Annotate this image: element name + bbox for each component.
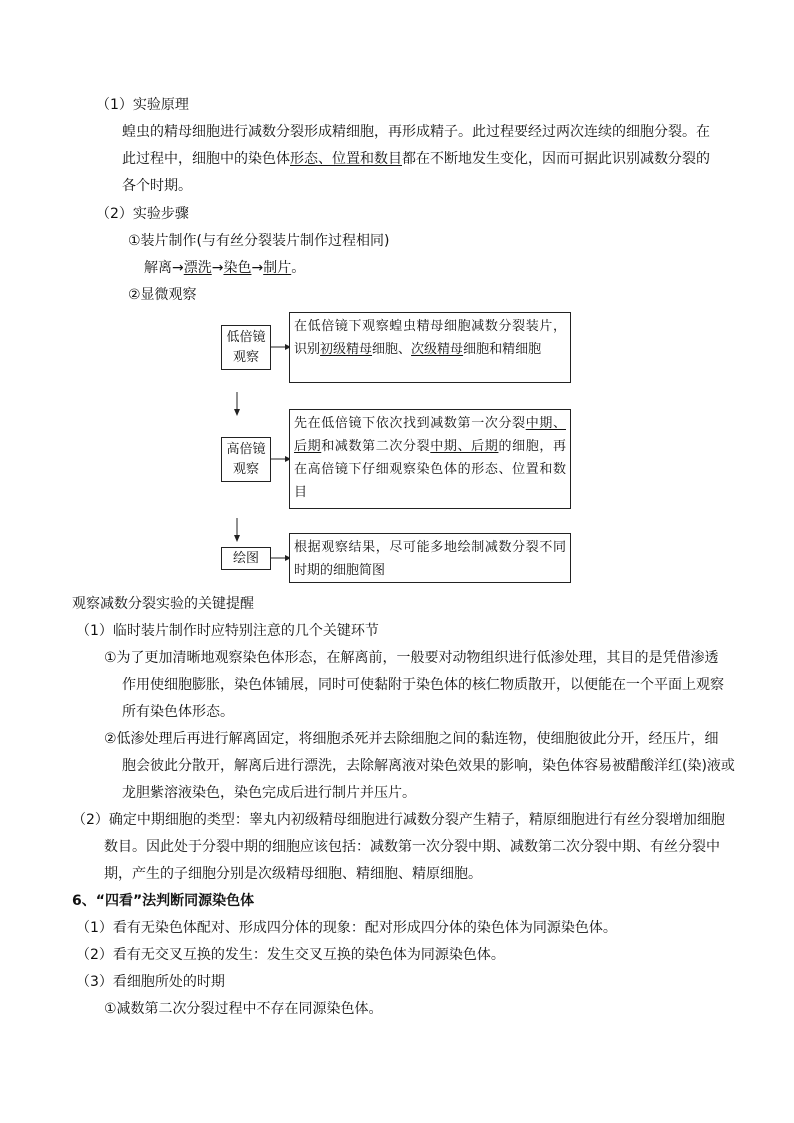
section-6-item-2: （2）看有无交叉互换的发生：发生交叉互换的染色体为同源染色体。 xyxy=(76,947,505,963)
section-1-title: （1）实验原理 xyxy=(96,97,189,113)
low-desc-underlined: 次级精母 xyxy=(411,342,464,357)
high-mag-label-box: 高倍镜 观察 xyxy=(221,437,271,482)
key-1b-line-1: ②低渗处理后再进行解离固定，将细胞杀死并去除细胞之间的黏连物，使细胞彼此分开，经压片，细 xyxy=(104,731,719,747)
high-desc-text: 先在低倍镜下依次找到减数第一次分裂 xyxy=(294,416,526,431)
key-1b-line-3: 龙胆紫溶液染色，染色完成后进行制片并压片。 xyxy=(122,785,416,801)
draw-label-box: 绘图 xyxy=(221,547,271,570)
principle-text: 此过程中，细胞中的染色体 xyxy=(122,151,290,167)
step-1: ①装片制作(与有丝分裂装片制作过程相同) xyxy=(128,233,390,249)
principle-text-end: 都在不断地发生变化，因而可据此识别减数分裂的 xyxy=(402,151,710,167)
step-1-flow xyxy=(144,259,305,277)
key-1a-line-2: 作用使细胞膨胀，染色体铺展，同时可使黏附于染色体的核仁物质散开，以便能在一个平面上观察 xyxy=(122,677,724,693)
principle-line-1: 蝗虫的精母细胞进行减数分裂形成精细胞，再形成精子。此过程要经过两次连续的细胞分裂。在 xyxy=(122,124,710,140)
low-mag-desc-box xyxy=(289,312,571,383)
draw-desc-box: 根据观察结果，尽可能多地绘制减数分裂不同时期的细胞简图 xyxy=(289,533,571,583)
arrow-right-icon xyxy=(271,340,291,354)
high-desc-text: 的细胞，再在高倍镜下仔细观察染色体的形态、位置和数目 xyxy=(294,439,566,500)
key-2-line-1: （2）确定中期细胞的类型：睾丸内初级精母细胞进行减数分裂产生精子，精原细胞进行有丝分裂增加细胞 xyxy=(72,812,725,828)
key-2-line-3: 期，产生的子细胞分别是次级精母细胞、精细胞、精原细胞。 xyxy=(104,866,482,882)
arrow-down-icon xyxy=(232,518,242,542)
key-1-title: （1）临时装片制作时应特别注意的几个关键环节 xyxy=(76,623,379,639)
high-mag-desc-box xyxy=(289,409,571,509)
section-6-item-3a: ①减数第二次分裂过程中不存在同源染色体。 xyxy=(104,1001,383,1017)
principle-underlined: 形态、位置和数目 xyxy=(290,151,402,167)
high-desc-underlined: 中期、后期 xyxy=(430,439,499,454)
step-2: ②显微观察 xyxy=(128,287,197,303)
key-1a-line-1: ①为了更加清晰地观察染色体形态，在解离前，一般要对动物组织进行低渗处理，其目的是凭借渗透 xyxy=(104,650,719,666)
section-6-title: 6、“四看”法判断同源染色体 xyxy=(72,893,255,909)
low-desc-text: 细胞和精细胞 xyxy=(463,342,542,357)
low-desc-text: 在低倍镜下观察蝗虫精母细胞减数分裂装片，识别 xyxy=(294,319,566,357)
key-1b-line-2: 胞会彼此分散开，解离后进行漂洗，去除解离液对染色效果的影响，染色体容易被醋酸洋红(染)液或 xyxy=(122,758,735,774)
flow-underlined: 染色 xyxy=(223,260,252,276)
arrow-right-icon xyxy=(271,551,291,565)
arrow-down-icon xyxy=(232,392,242,416)
high-desc-text: 和减数第二次分裂 xyxy=(321,439,431,454)
flow-underlined: 制片 xyxy=(263,260,292,276)
flow-part: 解离→ xyxy=(144,260,184,276)
key-2-line-2: 数目。因此处于分裂中期的细胞应该包括：减数第一次分裂中期、减数第二次分裂中期、有丝分裂中 xyxy=(104,839,720,855)
low-desc-text: 细胞、 xyxy=(372,342,412,357)
low-desc-underlined: 初级精母 xyxy=(320,342,373,357)
principle-line-3: 各个时期。 xyxy=(122,178,192,194)
flow-part: → xyxy=(211,260,224,276)
section-6-item-1: （1）看有无染色体配对、形成四分体的现象：配对形成四分体的染色体为同源染色体。 xyxy=(76,920,617,936)
flow-part: 。 xyxy=(291,260,306,276)
key-1a-line-3: 所有染色体形态。 xyxy=(122,704,234,720)
principle-line-2 xyxy=(122,150,710,168)
key-title: 观察减数分裂实验的关键提醒 xyxy=(72,596,254,612)
section-2-title: （2）实验步骤 xyxy=(96,206,189,222)
high-desc-underlined: 中期、后期 xyxy=(294,416,566,454)
low-mag-label-box: 低倍镜 观察 xyxy=(221,325,271,370)
section-6-item-3: （3）看细胞所处的时期 xyxy=(76,974,225,990)
flow-part: → xyxy=(251,260,264,276)
flow-underlined: 漂洗 xyxy=(183,260,212,276)
arrow-right-icon xyxy=(271,452,291,466)
